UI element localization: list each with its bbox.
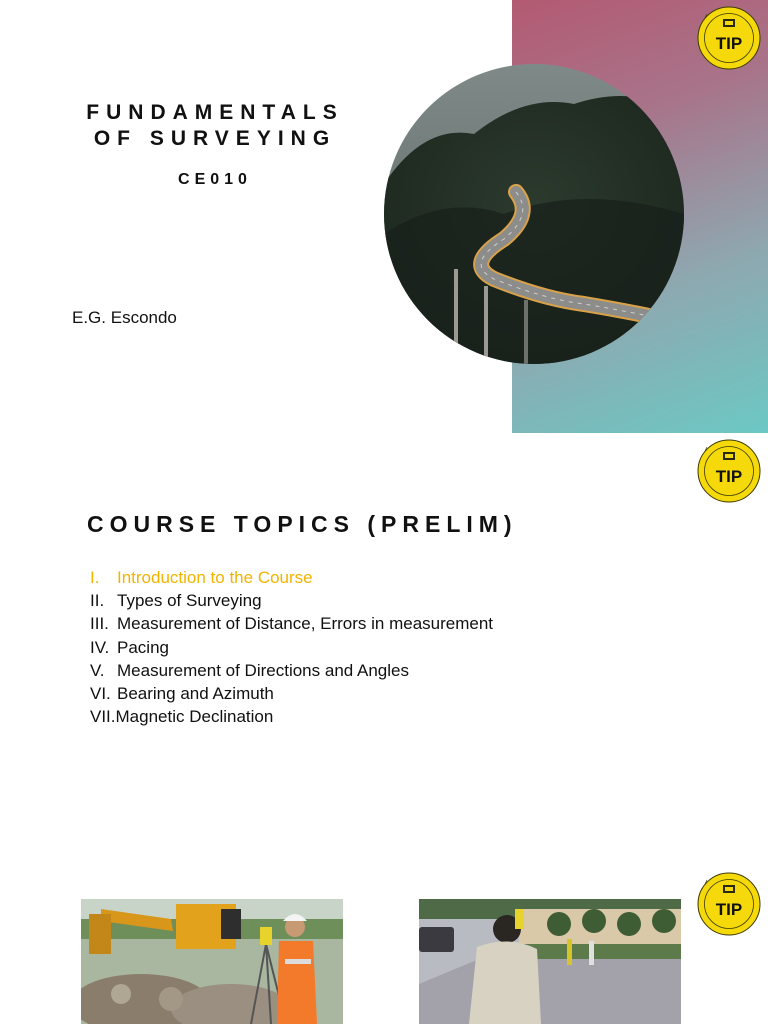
topic-label: Measurement of Distance, Errors in measurement	[117, 614, 494, 634]
topic-label: Bearing and Azimuth	[117, 684, 274, 704]
topic-label: Pacing	[117, 637, 169, 657]
topic-item	[90, 636, 493, 659]
topic-label: Magnetic Declination	[115, 707, 274, 727]
topic-list	[90, 566, 493, 728]
topic-item	[90, 612, 493, 635]
highway-photo	[384, 64, 684, 364]
course-topics-slide	[0, 433, 768, 834]
topic-number: I.	[90, 568, 100, 587]
topic-number: II.	[90, 591, 105, 611]
tip-logo-text: TIP	[715, 34, 743, 53]
course-title	[60, 100, 370, 152]
topic-label: Measurement of Directions and Angles	[117, 660, 409, 680]
course-title-line-2: OF SURVEYING	[93, 127, 337, 150]
topic-item	[90, 682, 493, 705]
tip-logo-text: TIP	[715, 900, 743, 919]
topic-number: III.	[90, 614, 109, 634]
tip-logo-text: TIP	[715, 467, 743, 486]
course-code: CE010	[178, 171, 252, 188]
tip-logo	[697, 872, 761, 936]
topic-number: VI.	[90, 684, 111, 704]
excavation-site-photo	[81, 899, 343, 1024]
topic-item	[90, 566, 493, 589]
topic-item	[90, 589, 493, 612]
campus-road-photo	[419, 899, 681, 1024]
topic-item	[90, 705, 493, 728]
author-name: E.G. Escondo	[72, 308, 177, 327]
topic-label: Introduction to the Course	[117, 568, 313, 587]
tip-logo	[697, 439, 761, 503]
topic-label: Types of Surveying	[117, 591, 262, 611]
topic-number: V.	[90, 660, 105, 680]
topic-number: IV.	[90, 637, 110, 657]
photo-slide	[0, 834, 768, 1024]
topic-item	[90, 659, 493, 682]
course-title-line-1: FUNDAMENTALS	[86, 101, 344, 124]
tip-logo	[697, 6, 761, 70]
title-slide	[0, 0, 768, 433]
topic-number: VII.	[90, 707, 116, 727]
topics-heading: COURSE TOPICS (PRELIM)	[87, 511, 518, 537]
